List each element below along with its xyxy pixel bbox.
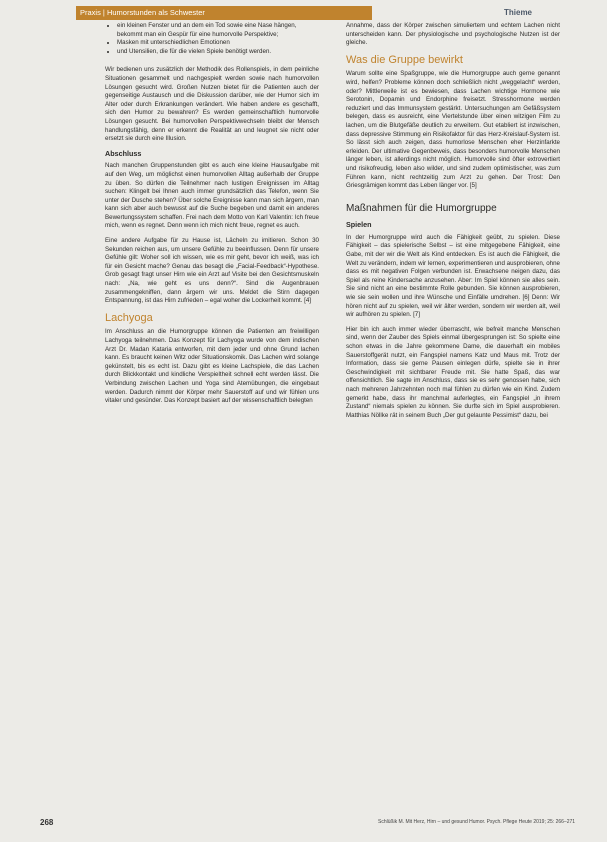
left-column xyxy=(105,22,319,412)
heading-gruppe-bewirkt: Was die Gruppe bewirkt xyxy=(346,53,463,66)
paragraph-annahme: Annahme, dass der Körper zwischen simuliertem und echtem Lachen nicht unterscheiden kann. Der physiologische und psychologische Nutzen ist der gleiche. xyxy=(346,22,560,47)
paragraph-hausaufgabe: Nach manchen Gruppenstunden gibt es auch eine kleine Hausaufgabe mit auf den Weg, um möglichst einen humorvollen Alltag außerhalb der Gruppe zu üben. So dürfen die Teilnehmer nach lustigen Ereignissen im Alltag suchen: Klingelt bei Ihnen auch immer grundsätzlich das Telefon, wenn Sie unter der Dusche stehen? Über solche Ereignisse kann man sich ärgern, man kann sich aber auch bewusst auf die Suche begeben und damit ein anderes Bewertungssystem schaffen. Frei nach dem Motto von Karl Valentin: Ich freue mich, wenn es regnet. Denn wenn ich mich nicht freue, regnet es auch. xyxy=(105,162,319,230)
paragraph-bewirkt: Warum sollte eine Spaßgruppe, wie die Humorgruppe auch gerne genannt wird, helfen? Probleme können doch schließlich nicht „weggelacht“ werden, oder? Mittlerweile ist es bewiesen, dass Lachen wichtige Hormone wie Serotonin, Dopamin und Endorphine freisetzt. Stresshormone werden reduziert und das Immunsystem gestärkt. Untersuchungen am Gefäßsystem belegen, dass es ausreicht, eine Viertelstunde über einen witzigen Film zu lachen, um die Blutgefäße deutlich zu erweitern. Gut etabliert ist inzwischen, dass depressive Stimmung ein Risikofaktor für das Herz-Kreislauf-System ist. So lässt sich auch zeigen, dass humorlose Menschen eher Herzinfarkte erleiden. Der ultimative Gegenbeweis, dass besonders humorvolle Menschen länger leben, ist allerdings nicht möglich. Humorvolle sind öfter extrovertiert und risikofreudig, leben also wilder, und sind zudem optimistischer, was zum Führen kann, nicht rechtzeitig zum Arzt zu gehen. Der Trost: Den Griesgrämigen kommt das Leben länger vor. [5] xyxy=(346,70,560,190)
heading-massnahmen: Maßnahmen für die Humorgruppe xyxy=(346,202,497,214)
list-item: • Masken mit unterschiedlichen Emotionen xyxy=(117,39,319,48)
heading-abschluss: Abschluss xyxy=(105,148,142,158)
paragraph-laecheln: Eine andere Aufgabe für zu Hause ist, Lächeln zu imitieren. Schon 30 Sekunden reichen aus, um unsere Gefühle zu beeinflussen. Denn für unsere Gefühle gilt: Woher soll ich wissen, wie es mir geht, bevor ich weiß, was ich für ein Gesicht mache? Genau das besagt die „Facial-Feedback“-Hypothese. Grob gesagt fragt unser Hirn wie ein Arzt auf Visite bei den Gesichtsmuskeln nach: „Na, wie geht es uns denn?“. Sind die Augenbrauen zusammengekniffen, dann ärgern wir uns. Meldet die Stirn dagegen Entspannung, ist das Hirn zufrieden – egal woher die Lockerheit kommt. [4] xyxy=(105,237,319,305)
right-column xyxy=(346,22,560,426)
citation-footer: Schlüßik M. Mit Herz, Hirn – und gesund Humor. Psych. Pflege Heute 2019; 25: 266–271 xyxy=(378,819,576,825)
list-item: • ein kleinen Fenster und an dem ein Tod sowie eine Nase hängen, bekommt man ein Gespür für eine humorvolle Perspektive; xyxy=(117,22,319,39)
list-item: • und Utensilien, die für die vielen Spiele benötigt werden. xyxy=(117,48,319,57)
thieme-logo: Thieme xyxy=(504,8,533,17)
paragraph-lachyoga: Im Anschluss an die Humorgruppe können die Patienten am freiwilligen Lachyoga teilnehmen. Das Konzept für Lachyoga wurde von dem indischen Arzt Dr. Madan Kataria entworfen, mit dem jeder und ohne Grund lachen kann. Es braucht keinen Witz oder Situationskomik. Das Lachen wird solange gekünstelt, bis es echt ist. Dazu gibt es kleine Lachspiele, die das Lachen durch Blickkontakt und kindliche Verspieltheit schnell echt werden lässt. Die Verbindung zwischen Lachen und Yoga sind Atemübungen, die eingebaut werden. Dadurch nimmt der Körper mehr Sauerstoff auf und wir fühlen uns vitaler und gesünder. Das Konzept basiert auf der wissenschaftlich belegten xyxy=(105,328,319,405)
intro-list xyxy=(105,22,319,56)
header-bar xyxy=(76,6,372,20)
paragraph-spielen: In der Humorgruppe wird auch die Fähigkeit geübt, zu spielen. Diese Fähigkeit – das spielerische Selbst – ist eine mitgegebene Fähigkeit, eine Gabe, mit der wir die Welt als Kind entdecken. Es ist auch die Fähigkeit, die Welt zu verändern, indem wir lernen, experimentieren und ausprobieren, ohne dass es mit negativen Folgen verbunden ist. Erwachsene neigen dazu, das Spiel als reine Kindersache anzusehen. Aber: Im Spiel können sie alles sein. Sie sind nicht an eine bestimmte Rolle gebunden. Sie können ausprobieren, wie sie sein wollen und ihre Wünsche und Einfälle umdrehen. [6] Denn: Wir hören nicht auf zu spielen, weil wir älter werden, sondern wir werden alt, weil wir aufhören zu spielen. [7] xyxy=(346,233,560,319)
paragraph-ueberrascht: Hier bin ich auch immer wieder überrascht, wie befreit manche Menschen sind, wenn der Zauber des Spiels einmal übergesprungen ist: So spielte eine schon etwas in die Jahre gekommene Dame, die dauerhaft ein mobiles Sauerstoffgerät nutzt, ein Fangspiel namens Katz und Maus mit. Trotz der Information, dass sie gerne Pausen einlegen dürfe, spielte sie in ihrer Geschwindigkeit mit sichtbarer Freude mit. Sie hatte Spaß, das war offensichtlich. Sie sagte im Anschluss, dass sie es sehr genossen habe, sich nach mehreren Jahrzehnten noch mal fühlen zu dürfen wie ein Kind. Zudem gemerkt habe, dass ihr manchmal auferlegtes, ein Fangspiel „in ihrem Zustand“ niemals spielen zu können. Sie durfte sich im Spiel ausprobieren. Matthias Nöllke rät in seinem Buch „Der gut gelaunte Pessimist“ dazu, bei xyxy=(346,325,560,419)
heading-lachyoga: Lachyoga xyxy=(105,311,153,324)
heading-spielen: Spielen xyxy=(346,220,372,230)
page-number: 268 xyxy=(40,818,54,827)
header-bar-text: Praxis | Humorstunden als Schwester xyxy=(80,8,205,17)
paragraph-rollenspiel: Wir bedienen uns zusätzlich der Methodik des Rollenspiels, in dem peinliche Situationen gesammelt und nachgespielt werden sowie nach humorvollen Lösungen gesucht wird. Großen Nutzen bietet für die Patienten auch der gegenseitige Austausch und die Diskussion darüber, wie der Humor sich im Alter oder durch Erkrankungen verändert. Wie haben andere es geschafft, sich den Humor zu bewahren? Es werden gemeinschaftlich humorvolle Lösungen gesucht. Bei humorvollen Perspektivwechseln bleibt der Mensch handlungsfähig, denn er erkennt die Realität an und leugnet sie nicht oder ersetzt sie durch eine Illusion. xyxy=(105,66,319,143)
